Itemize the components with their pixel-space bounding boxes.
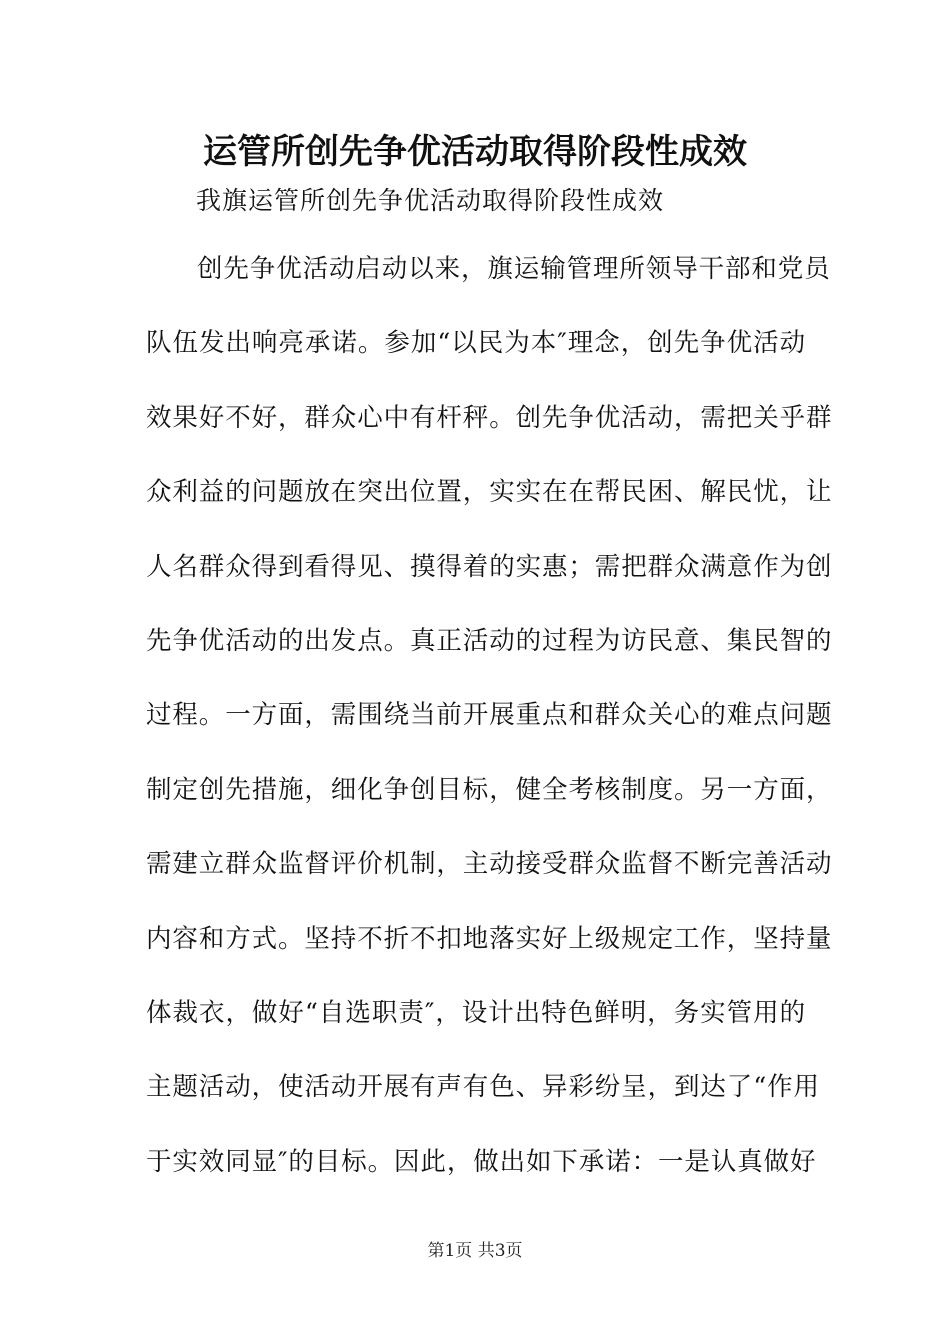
body-line: 需建立群众监督评价机制，主动接受群众监督不断完善活动 xyxy=(146,849,833,880)
body-line: 于实效同显″的目标。因此，做出如下承诺：一是认真做好 xyxy=(146,1146,817,1177)
page-footer: 第1页 共3页 xyxy=(427,1241,523,1261)
body-line: 过程。一方面，需围绕当前开展重点和群众关心的难点问题 xyxy=(146,700,833,731)
body-line: 制定创先措施，细化争创目标，健全考核制度。另一方面， xyxy=(146,774,833,805)
body-line: 创先争优活动启动以来，旗运输管理所领导干部和党员 xyxy=(197,254,831,284)
body-line: 众利益的问题放在突出位置，实实在在帮民困、解民忧，让 xyxy=(146,477,833,508)
body-line: 内容和方式。坚持不折不扣地落实好上级规定工作，坚持量 xyxy=(146,923,833,954)
body-line: 主题活动，使活动开展有声有色、异彩纷呈，到达了“作用 xyxy=(146,1072,820,1103)
body-text xyxy=(146,248,833,1215)
body-line: 人名群众得到看得见、摸得着的实惠；需把群众满意作为创 xyxy=(146,551,833,582)
body-line: 队伍发出响亮承诺。参加“以民为本″理念，创先争优活动 xyxy=(146,328,806,359)
body-line: 体裁衣，做好“自选职责″，设计出特色鲜明，务实管用的 xyxy=(146,997,806,1028)
body-line: 效果好不好，群众心中有杆秤。创先争优活动，需把关乎群 xyxy=(146,402,833,433)
body-line: 先争优活动的出发点。真正活动的过程为访民意、集民智的 xyxy=(146,625,833,656)
document-title: 运管所创先争优活动取得阶段性成效 xyxy=(203,132,747,172)
document-subtitle: 我旗运管所创先争优活动取得阶段性成效 xyxy=(196,186,665,215)
